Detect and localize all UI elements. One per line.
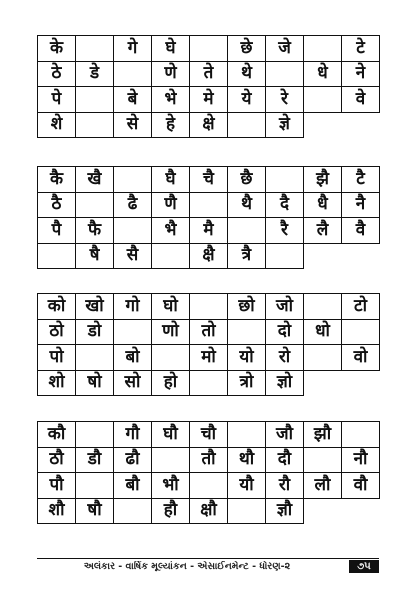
syllable-cell — [114, 499, 152, 525]
syllable-cell — [228, 113, 266, 139]
syllable-cell — [190, 371, 228, 397]
syllable-cell — [76, 36, 114, 62]
syllable-cell — [228, 320, 266, 346]
syllable-cell — [342, 320, 380, 346]
footer-text: અલંકાર - વાર્ષિક મૂલ્યાંકન - એસાઈનમેન્ટ - ધોરણ-૨ — [83, 561, 291, 572]
syllable-cell — [76, 345, 114, 371]
syllable-cell: झौ — [304, 422, 342, 448]
syllable-cell: ये — [228, 87, 266, 113]
syllable-cell: गो — [114, 294, 152, 320]
syllable-cell: घै — [152, 167, 190, 193]
syllable-cell: कौ — [38, 422, 76, 448]
syllable-cell: बे — [114, 87, 152, 113]
syllable-cell: छे — [228, 36, 266, 62]
syllable-cell: हो — [152, 371, 190, 397]
syllable-cell: टो — [342, 294, 380, 320]
syllable-cell — [228, 499, 266, 525]
syllable-cell: के — [38, 36, 76, 62]
syllable-cell: ने — [342, 62, 380, 88]
syllable-cell: ज्ञो — [266, 371, 304, 397]
syllable-cell: क्षै — [190, 244, 228, 270]
syllable-cell — [228, 218, 266, 244]
syllable-cell: दै — [266, 193, 304, 219]
syllable-cell: तौ — [190, 448, 228, 474]
syllable-cell: चौ — [190, 422, 228, 448]
syllable-cell: फै — [76, 218, 114, 244]
syllable-cell — [190, 294, 228, 320]
empty-space — [342, 113, 380, 139]
syllable-cell: रो — [266, 345, 304, 371]
syllable-cell: गे — [114, 36, 152, 62]
syllable-cell: कै — [38, 167, 76, 193]
syllable-cell: ढै — [114, 193, 152, 219]
syllable-cell: णै — [152, 193, 190, 219]
syllable-cell: धो — [304, 320, 342, 346]
syllable-cell: वै — [342, 218, 380, 244]
syllable-cell: तो — [190, 320, 228, 346]
syllable-cell: धे — [304, 62, 342, 88]
syllable-cell: पे — [38, 87, 76, 113]
syllable-cell — [38, 244, 76, 270]
syllable-cell: ज्ञे — [266, 113, 304, 139]
syllable-cell — [114, 320, 152, 346]
syllable-cell — [266, 167, 304, 193]
syllable-cell: बो — [114, 345, 152, 371]
syllable-cell: षौ — [76, 499, 114, 525]
syllable-cell — [152, 448, 190, 474]
footer-rule — [37, 558, 379, 559]
syllable-cell: झै — [304, 167, 342, 193]
syllable-cell — [76, 193, 114, 219]
syllable-cell: घो — [152, 294, 190, 320]
syllable-cell: ठे — [38, 62, 76, 88]
syllable-cell — [76, 87, 114, 113]
syllable-table-3 — [37, 293, 380, 396]
syllable-cell: जौ — [266, 422, 304, 448]
syllable-cell: चै — [190, 167, 228, 193]
syllable-cell: क्षे — [190, 113, 228, 139]
syllable-cell: पो — [38, 345, 76, 371]
syllable-cell: ते — [190, 62, 228, 88]
syllable-cell: यौ — [228, 473, 266, 499]
syllable-cell: खै — [76, 167, 114, 193]
syllable-cell: लौ — [304, 473, 342, 499]
syllable-cell: रौ — [266, 473, 304, 499]
syllable-cell: नै — [342, 193, 380, 219]
syllable-cell — [114, 218, 152, 244]
syllable-cell: डो — [76, 320, 114, 346]
syllable-cell — [304, 36, 342, 62]
syllable-cell: नौ — [342, 448, 380, 474]
syllable-cell: पै — [38, 218, 76, 244]
syllable-cell: वो — [342, 345, 380, 371]
syllable-cell: मै — [190, 218, 228, 244]
syllable-cell — [190, 36, 228, 62]
syllable-cell: खो — [76, 294, 114, 320]
syllable-cell — [76, 422, 114, 448]
syllable-cell: ज्ञौ — [266, 499, 304, 525]
syllable-cell: णे — [152, 62, 190, 88]
syllable-cell: को — [38, 294, 76, 320]
syllable-cell: ठै — [38, 193, 76, 219]
syllable-cell: थौ — [228, 448, 266, 474]
syllable-cell: थे — [228, 62, 266, 88]
syllable-cell: हे — [152, 113, 190, 139]
syllable-cell: घे — [152, 36, 190, 62]
syllable-table-2 — [37, 166, 380, 269]
syllable-cell: शे — [38, 113, 76, 139]
empty-space — [304, 371, 342, 397]
syllable-table-1 — [37, 35, 380, 138]
syllable-cell: पौ — [38, 473, 76, 499]
syllable-cell: बौ — [114, 473, 152, 499]
syllable-cell: वौ — [342, 473, 380, 499]
syllable-cell: टे — [342, 36, 380, 62]
empty-space — [304, 499, 342, 525]
syllable-cell: भौ — [152, 473, 190, 499]
syllable-cell: गौ — [114, 422, 152, 448]
syllable-cell: जो — [266, 294, 304, 320]
syllable-cell: डौ — [76, 448, 114, 474]
syllable-cell — [76, 113, 114, 139]
syllable-cell — [190, 193, 228, 219]
syllable-cell — [114, 167, 152, 193]
syllable-cell — [304, 294, 342, 320]
syllable-cell: छै — [228, 167, 266, 193]
syllable-cell: शौ — [38, 499, 76, 525]
syllable-cell — [228, 422, 266, 448]
syllable-cell — [266, 62, 304, 88]
syllable-cell: जे — [266, 36, 304, 62]
syllable-cell: थै — [228, 193, 266, 219]
syllable-cell: मे — [190, 87, 228, 113]
syllable-cell: क्षौ — [190, 499, 228, 525]
syllable-cell — [190, 473, 228, 499]
empty-space — [304, 244, 342, 270]
syllable-cell: टै — [342, 167, 380, 193]
syllable-cell: त्रो — [228, 371, 266, 397]
syllable-cell: सै — [114, 244, 152, 270]
syllable-cell: भै — [152, 218, 190, 244]
syllable-cell: भे — [152, 87, 190, 113]
empty-space — [342, 244, 380, 270]
syllable-cell: णो — [152, 320, 190, 346]
syllable-cell: यो — [228, 345, 266, 371]
syllable-cell — [266, 244, 304, 270]
syllable-cell: ठौ — [38, 448, 76, 474]
syllable-cell: षो — [76, 371, 114, 397]
syllable-cell: षै — [76, 244, 114, 270]
syllable-cell: लै — [304, 218, 342, 244]
syllable-cell: धै — [304, 193, 342, 219]
syllable-cell: मो — [190, 345, 228, 371]
syllable-table-4 — [37, 421, 380, 524]
syllable-cell: से — [114, 113, 152, 139]
page-number: ૭૫ — [349, 560, 379, 573]
syllable-cell: रै — [266, 218, 304, 244]
syllable-cell: दौ — [266, 448, 304, 474]
syllable-cell — [304, 448, 342, 474]
syllable-cell: शो — [38, 371, 76, 397]
syllable-cell: छो — [228, 294, 266, 320]
syllable-cell — [304, 87, 342, 113]
syllable-cell: दो — [266, 320, 304, 346]
syllable-cell: वे — [342, 87, 380, 113]
syllable-cell: सो — [114, 371, 152, 397]
syllable-cell — [304, 345, 342, 371]
syllable-cell: घौ — [152, 422, 190, 448]
syllable-cell: रे — [266, 87, 304, 113]
syllable-cell — [152, 345, 190, 371]
syllable-cell: ठो — [38, 320, 76, 346]
syllable-cell — [152, 244, 190, 270]
syllable-cell — [114, 62, 152, 88]
syllable-cell: हौ — [152, 499, 190, 525]
syllable-cell: डे — [76, 62, 114, 88]
syllable-cell — [342, 422, 380, 448]
empty-space — [304, 113, 342, 139]
empty-space — [342, 371, 380, 397]
syllable-cell: ढौ — [114, 448, 152, 474]
syllable-cell: त्रै — [228, 244, 266, 270]
syllable-cell — [76, 473, 114, 499]
empty-space — [342, 499, 380, 525]
